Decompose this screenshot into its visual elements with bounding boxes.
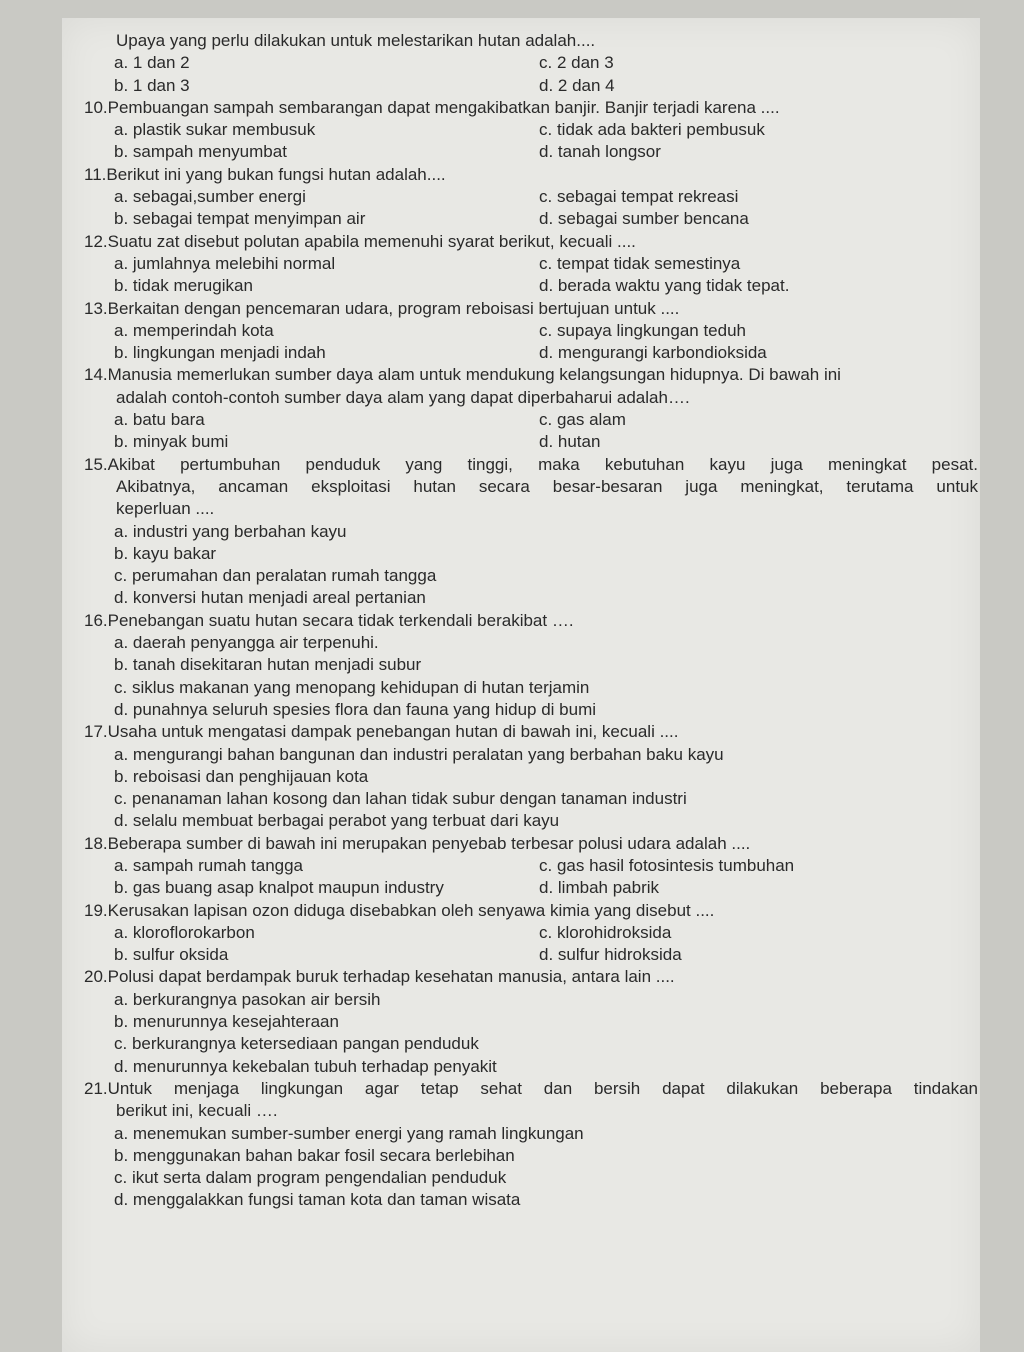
- q15-option-b: b. kayu bakar: [114, 543, 217, 563]
- q18-row1: [84, 855, 984, 877]
- q9-option-b: b. 1 dan 3: [114, 75, 190, 95]
- q10-option-b: b. sampah menyumbat: [114, 142, 287, 162]
- q16-option-b: b. tanah disekitaran hutan menjadi subur: [114, 655, 422, 675]
- q19-row2: [84, 944, 984, 966]
- q19-row1: [84, 922, 984, 944]
- q21-text-line2: berikut ini, kecuali ….: [116, 1101, 278, 1121]
- q10-option-c: c. tidak ada bakteri pembusuk: [539, 120, 765, 140]
- q11-row2: [84, 208, 984, 230]
- q20-text: 20.Polusi dapat berdampak buruk terhadap kesehatan manusia, antara lain ....: [84, 967, 675, 987]
- q18-text: 18.Beberapa sumber di bawah ini merupakan penyebab terbesar polusi udara adalah ....: [84, 833, 751, 853]
- q13-row2: [84, 342, 984, 364]
- q12-row1: [84, 253, 984, 275]
- q9-row1: [84, 52, 984, 74]
- q18-option-b: b. gas buang asap knalpot maupun industry: [114, 878, 444, 898]
- q13-option-d: d. mengurangi karbondioksida: [539, 343, 767, 363]
- q13-option-c: c. supaya lingkungan teduh: [539, 320, 746, 340]
- q17-option-d: d. selalu membuat berbagai perabot yang terbuat dari kayu: [114, 811, 560, 831]
- q19-text: 19.Kerusakan lapisan ozon diduga disebabkan oleh senyawa kimia yang disebut ....: [84, 900, 715, 920]
- q14-option-b: b. minyak bumi: [114, 432, 229, 452]
- q20-option-b: b. menurunnya kesejahteraan: [114, 1012, 339, 1032]
- q12-option-a: a. jumlahnya melebihi normal: [114, 253, 336, 273]
- q17-option-b: b. reboisasi dan penghijauan kota: [114, 766, 369, 786]
- q12-option-c: c. tempat tidak semestinya: [539, 253, 741, 273]
- q20-option-a: a. berkurangnya pasokan air bersih: [114, 989, 381, 1009]
- q15-option-a: a. industri yang berbahan kayu: [114, 521, 347, 541]
- q14-row1: [84, 409, 984, 431]
- q16-text: 16.Penebangan suatu hutan secara tidak terkendali berakibat ….: [84, 610, 574, 630]
- q14-option-d: d. hutan: [539, 432, 601, 452]
- q9-option-a: a. 1 dan 2: [114, 53, 190, 73]
- q10-row1: [84, 119, 984, 141]
- q13-row1: [84, 320, 984, 342]
- q15-option-c: c. perumahan dan peralatan rumah tangga: [114, 566, 437, 586]
- q10-option-d: d. tanah longsor: [539, 142, 661, 162]
- q20-option-d: d. menurunnya kekebalan tubuh terhadap penyakit: [114, 1056, 497, 1076]
- q11-text: 11.Berikut ini yang bukan fungsi hutan adalah....: [84, 164, 446, 184]
- q13-text: 13.Berkaitan dengan pencemaran udara, program reboisasi bertujuan untuk ....: [84, 298, 680, 318]
- q10-text: 10.Pembuangan sampah sembarangan dapat mengakibatkan banjir. Banjir terjadi karena ....: [84, 97, 780, 117]
- q21-text-line1: 21.Untuk menjaga lingkungan agar tetap sehat dan bersih dapat dilakukan beberapa tindakan: [84, 1078, 978, 1098]
- q14-text-line1: 14.Manusia memerlukan sumber daya alam untuk mendukung kelangsungan hidupnya. Di bawah ini: [84, 365, 841, 385]
- q18-row2: [84, 877, 984, 899]
- q11-option-c: c. sebagai tempat rekreasi: [539, 187, 739, 207]
- q21-option-b: b. menggunakan bahan bakar fosil secara berlebihan: [114, 1145, 515, 1165]
- q11-option-d: d. sebagai sumber bencana: [539, 209, 749, 229]
- q15-text-line3: keperluan ....: [116, 499, 215, 519]
- q9-row2: [84, 75, 984, 97]
- q19-option-c: c. klorohidroksida: [539, 922, 672, 942]
- q18-option-d: d. limbah pabrik: [539, 878, 660, 898]
- q14-row2: [84, 431, 984, 453]
- q18-option-a: a. sampah rumah tangga: [114, 855, 304, 875]
- q14-option-a: a. batu bara: [114, 410, 205, 430]
- q14-option-c: c. gas alam: [539, 410, 626, 430]
- q17-option-c: c. penanaman lahan kosong dan lahan tidak subur dengan tanaman industri: [114, 789, 687, 809]
- q17-text: 17.Usaha untuk mengatasi dampak penebangan hutan di bawah ini, kecuali ....: [84, 722, 679, 742]
- q10-row2: [84, 141, 984, 163]
- q21-option-c: c. ikut serta dalam program pengendalian penduduk: [114, 1168, 507, 1188]
- q20-option-c: c. berkurangnya ketersediaan pangan penduduk: [114, 1034, 479, 1054]
- q17-option-a: a. mengurangi bahan bangunan dan industri peralatan yang berbahan baku kayu: [114, 744, 724, 764]
- q9-option-d: d. 2 dan 4: [539, 75, 615, 95]
- q16-option-a: a. daerah penyangga air terpenuhi.: [114, 633, 379, 653]
- q12-text: 12.Suatu zat disebut polutan apabila memenuhi syarat berikut, kecuali ....: [84, 231, 636, 251]
- q11-row1: [84, 186, 984, 208]
- q12-option-d: d. berada waktu yang tidak tepat.: [539, 276, 790, 296]
- q16-option-c: c. siklus makanan yang menopang kehidupan di hutan terjamin: [114, 677, 590, 697]
- q15-text-line2: Akibatnya, ancaman eksploitasi hutan secara besar-besaran juga meningkat, terutama untuk: [116, 476, 978, 496]
- q21-option-d: d. menggalakkan fungsi taman kota dan taman wisata: [114, 1190, 521, 1210]
- question-list: [84, 30, 984, 1212]
- q19-option-d: d. sulfur hidroksida: [539, 945, 682, 965]
- q15-text-line1: 15.Akibat pertumbuhan penduduk yang tinggi, maka kebutuhan kayu juga meningkat pesat.: [84, 454, 978, 474]
- q19-option-a: a. kloroflorokarbon: [114, 922, 255, 942]
- q21-option-a: a. menemukan sumber-sumber energi yang ramah lingkungan: [114, 1123, 584, 1143]
- q12-option-b: b. tidak merugikan: [114, 276, 253, 296]
- q9-option-c: c. 2 dan 3: [539, 53, 614, 73]
- q15-option-d: d. konversi hutan menjadi areal pertanian: [114, 588, 426, 608]
- q11-option-a: a. sebagai,sumber energi: [114, 187, 306, 207]
- q10-option-a: a. plastik sukar membusuk: [114, 120, 316, 140]
- q16-option-d: d. punahnya seluruh spesies flora dan fauna yang hidup di bumi: [114, 699, 597, 719]
- q13-option-a: a. memperindah kota: [114, 320, 274, 340]
- q11-option-b: b. sebagai tempat menyimpan air: [114, 209, 366, 229]
- q13-option-b: b. lingkungan menjadi indah: [114, 343, 326, 363]
- q19-option-b: b. sulfur oksida: [114, 945, 229, 965]
- q14-text-line2: adalah contoh-contoh sumber daya alam yang dapat diperbaharui adalah….: [116, 387, 690, 407]
- q18-option-c: c. gas hasil fotosintesis tumbuhan: [539, 855, 795, 875]
- q12-row2: [84, 275, 984, 297]
- q9-text: Upaya yang perlu dilakukan untuk melestarikan hutan adalah....: [116, 31, 596, 50]
